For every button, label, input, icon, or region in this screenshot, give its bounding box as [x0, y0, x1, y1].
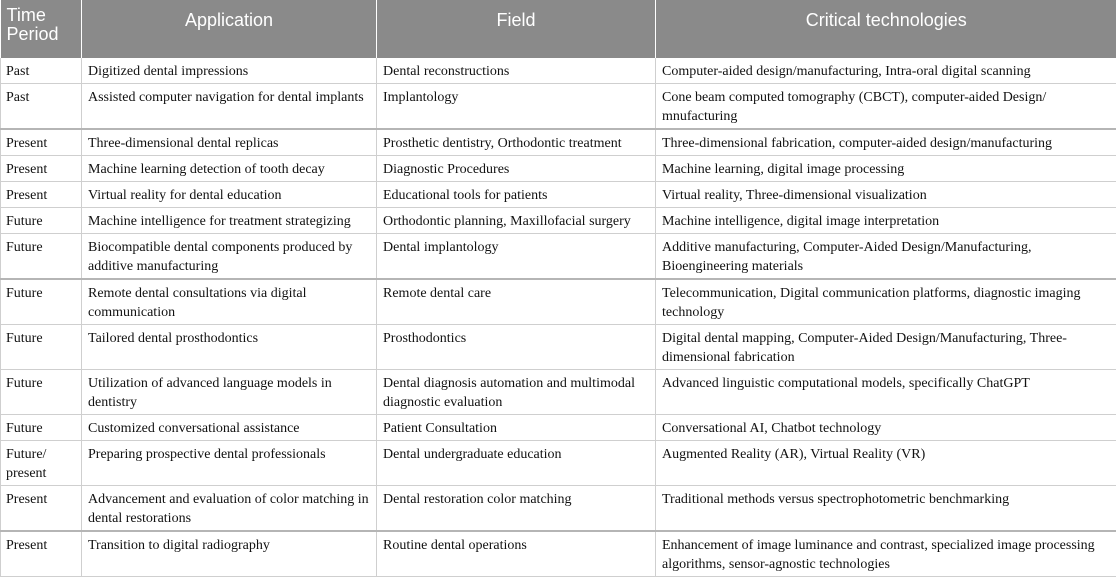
cell-period: Future: [1, 370, 82, 415]
table-row: [1, 441, 1116, 486]
header-application: Application: [82, 0, 377, 58]
cell-tech: Telecommunication, Digital communication platforms, diagnostic imaging technology: [656, 279, 1116, 325]
cell-field: Patient Consultation: [377, 415, 656, 441]
cell-field: Dental restoration color matching: [377, 486, 656, 532]
cell-tech: Conversational AI, Chatbot technology: [656, 415, 1116, 441]
table-row: [1, 415, 1116, 441]
table-row: [1, 129, 1116, 156]
cell-period: Present: [1, 182, 82, 208]
cell-application: Digitized dental impressions: [82, 58, 377, 84]
header-critical-technologies: Critical technologies: [656, 0, 1116, 58]
table-row: [1, 58, 1116, 84]
cell-field: Prosthetic dentistry, Orthodontic treatment: [377, 129, 656, 156]
cell-field: Dental implantology: [377, 234, 656, 280]
cell-period: Present: [1, 531, 82, 577]
cell-field: Diagnostic Procedures: [377, 156, 656, 182]
cell-tech: Additive manufacturing, Computer-Aided Design/Manufacturing, Bioengineering materials: [656, 234, 1116, 280]
cell-period: Present: [1, 129, 82, 156]
cell-application: Transition to digital radiography: [82, 531, 377, 577]
cell-application: Machine intelligence for treatment strategizing: [82, 208, 377, 234]
table-row: [1, 182, 1116, 208]
cell-period: Future: [1, 234, 82, 280]
cell-tech: Augmented Reality (AR), Virtual Reality (VR): [656, 441, 1116, 486]
table-row: [1, 486, 1116, 532]
cell-tech: Enhancement of image luminance and contrast, specialized image processing algorithms, sensor-agnostic technologies: [656, 531, 1116, 577]
table-row: [1, 234, 1116, 280]
cell-field: Dental undergraduate education: [377, 441, 656, 486]
table-row: [1, 325, 1116, 370]
cell-period: Future: [1, 415, 82, 441]
cell-period: Future: [1, 208, 82, 234]
cell-tech: Traditional methods versus spectrophotometric benchmarking: [656, 486, 1116, 532]
cell-field: Routine dental operations: [377, 531, 656, 577]
cell-tech: Computer-aided design/manufacturing, Intra-oral digital scanning: [656, 58, 1116, 84]
cell-period: Present: [1, 156, 82, 182]
cell-field: Dental reconstructions: [377, 58, 656, 84]
cell-field: Dental diagnosis automation and multimodal diagnostic evaluation: [377, 370, 656, 415]
cell-application: Preparing prospective dental professionals: [82, 441, 377, 486]
table-row: [1, 370, 1116, 415]
cell-field: Educational tools for patients: [377, 182, 656, 208]
table-row: [1, 531, 1116, 577]
cell-application: Utilization of advanced language models in dentistry: [82, 370, 377, 415]
table-row: [1, 279, 1116, 325]
cell-period: Past: [1, 84, 82, 130]
cell-application: Biocompatible dental components produced by additive manufacturing: [82, 234, 377, 280]
table-row: [1, 156, 1116, 182]
cell-period: Past: [1, 58, 82, 84]
cell-application: Virtual reality for dental education: [82, 182, 377, 208]
cell-tech: Cone beam computed tomography (CBCT), computer-aided Design/ mnufacturing: [656, 84, 1116, 130]
cell-period: Present: [1, 486, 82, 532]
cell-application: Advancement and evaluation of color matching in dental restorations: [82, 486, 377, 532]
cell-field: Remote dental care: [377, 279, 656, 325]
cell-application: Remote dental consultations via digital communication: [82, 279, 377, 325]
table-row: [1, 208, 1116, 234]
cell-tech: Virtual reality, Three-dimensional visualization: [656, 182, 1116, 208]
cell-tech: Three-dimensional fabrication, computer-aided design/manufacturing: [656, 129, 1116, 156]
cell-tech: Advanced linguistic computational models, specifically ChatGPT: [656, 370, 1116, 415]
cell-application: Machine learning detection of tooth decay: [82, 156, 377, 182]
cell-application: Three-dimensional dental replicas: [82, 129, 377, 156]
cell-period: Future: [1, 279, 82, 325]
table-row: [1, 84, 1116, 130]
cell-tech: Digital dental mapping, Computer-Aided Design/Manufacturing, Three-dimensional fabrication: [656, 325, 1116, 370]
header-time-period: Time Period: [1, 0, 82, 58]
header-field: Field: [377, 0, 656, 58]
cell-period: Future/ present: [1, 441, 82, 486]
cell-application: Customized conversational assistance: [82, 415, 377, 441]
cell-field: Orthodontic planning, Maxillofacial surgery: [377, 208, 656, 234]
cell-application: Tailored dental prosthodontics: [82, 325, 377, 370]
cell-field: Implantology: [377, 84, 656, 130]
cell-tech: Machine intelligence, digital image interpretation: [656, 208, 1116, 234]
cell-field: Prosthodontics: [377, 325, 656, 370]
header-row: [1, 0, 1116, 58]
cell-application: Assisted computer navigation for dental implants: [82, 84, 377, 130]
cell-tech: Machine learning, digital image processing: [656, 156, 1116, 182]
cell-period: Future: [1, 325, 82, 370]
